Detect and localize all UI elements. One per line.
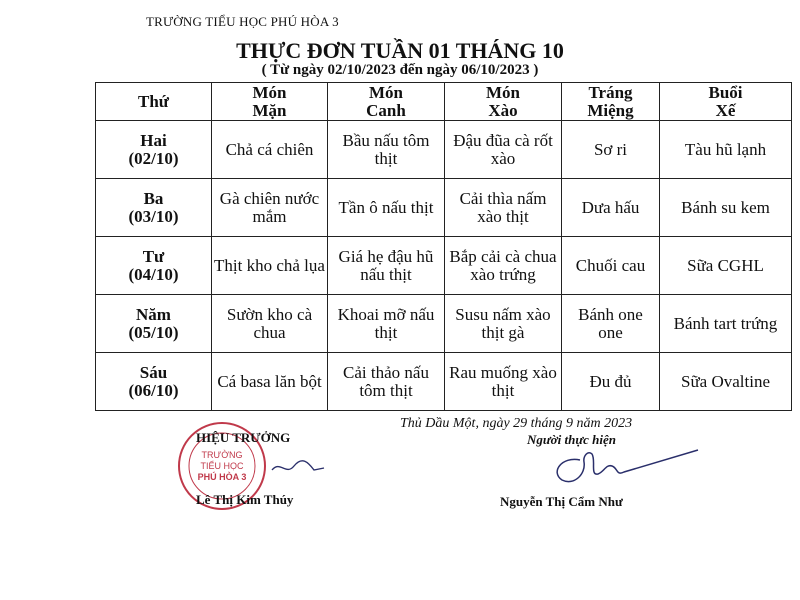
xao-cell: Susu nấm xào thịt gà bbox=[445, 295, 562, 353]
table-row bbox=[96, 237, 792, 295]
day-cell: Ba (03/10) bbox=[96, 179, 212, 237]
buoi-xe-cell: Tàu hũ lạnh bbox=[660, 121, 792, 179]
trang-mieng-cell: Đu đủ bbox=[562, 353, 660, 411]
preparer-signature bbox=[540, 446, 700, 490]
header-xao: Món Xào bbox=[445, 83, 562, 121]
preparer-role: Người thực hiện bbox=[527, 432, 617, 447]
day-cell: Sáu (06/10) bbox=[96, 353, 212, 411]
trang-mieng-cell: Sơ ri bbox=[562, 121, 660, 179]
header-man: Món Mặn bbox=[212, 83, 328, 121]
canh-cell: Khoai mỡ nấu thịt bbox=[328, 295, 445, 353]
xao-cell: Rau muống xào thịt bbox=[445, 353, 562, 411]
table-header-row bbox=[96, 83, 792, 121]
header-day: Thứ bbox=[96, 83, 212, 121]
xao-cell: Bắp cải cà chua xào trứng bbox=[445, 237, 562, 295]
man-cell: Chả cá chiên bbox=[212, 121, 328, 179]
buoi-xe-cell: Sữa Ovaltine bbox=[660, 353, 792, 411]
buoi-xe-cell: Bánh su kem bbox=[660, 179, 792, 237]
canh-cell: Tần ô nấu thịt bbox=[328, 179, 445, 237]
xao-cell: Cải thìa nấm xào thịt bbox=[445, 179, 562, 237]
principal-signature bbox=[268, 456, 328, 478]
header-canh: Món Canh bbox=[328, 83, 445, 121]
signing-date-line: Thủ Dầu Một, ngày 29 tháng 9 năm 2023 bbox=[400, 416, 633, 431]
table-row bbox=[96, 179, 792, 237]
principal-name: Lê Thị Kim Thúy bbox=[196, 492, 294, 507]
preparer-name: Nguyễn Thị Cẩm Như bbox=[500, 494, 623, 509]
trang-mieng-cell: Dưa hấu bbox=[562, 179, 660, 237]
stamp-line-1: TRƯỜNG bbox=[201, 450, 243, 460]
buoi-xe-cell: Bánh tart trứng bbox=[660, 295, 792, 353]
day-cell: Hai (02/10) bbox=[96, 121, 212, 179]
trang-mieng-cell: Bánh one one bbox=[562, 295, 660, 353]
table-row bbox=[96, 121, 792, 179]
stamp-line-3: PHÚ HÒA 3 bbox=[197, 472, 247, 482]
day-cell: Tư (04/10) bbox=[96, 237, 212, 295]
principal-role: HIỆU TRƯỞNG bbox=[196, 430, 291, 445]
xao-cell: Đậu đũa cà rốt xào bbox=[445, 121, 562, 179]
man-cell: Gà chiên nước mắm bbox=[212, 179, 328, 237]
table-row bbox=[96, 353, 792, 411]
trang-mieng-cell: Chuối cau bbox=[562, 237, 660, 295]
weekly-menu-table bbox=[95, 82, 792, 411]
man-cell: Cá basa lăn bột bbox=[212, 353, 328, 411]
stamp-line-2: TIỂU HỌC bbox=[200, 461, 244, 471]
canh-cell: Cải thảo nấu tôm thịt bbox=[328, 353, 445, 411]
header-trang-mieng: Tráng Miệng bbox=[562, 83, 660, 121]
header-buoi-xe: Buổi Xế bbox=[660, 83, 792, 121]
table-row bbox=[96, 295, 792, 353]
day-cell: Năm (05/10) bbox=[96, 295, 212, 353]
man-cell: Thịt kho chả lụa bbox=[212, 237, 328, 295]
school-name: TRƯỜNG TIỂU HỌC PHÚ HÒA 3 bbox=[146, 14, 339, 29]
canh-cell: Bầu nấu tôm thịt bbox=[328, 121, 445, 179]
canh-cell: Giá hẹ đậu hũ nấu thịt bbox=[328, 237, 445, 295]
man-cell: Sườn kho cà chua bbox=[212, 295, 328, 353]
menu-date-range: ( Từ ngày 02/10/2023 đến ngày 06/10/2023 ) bbox=[261, 62, 539, 78]
menu-title: THỰC ĐƠN TUẦN 01 THÁNG 10 bbox=[236, 38, 564, 63]
buoi-xe-cell: Sữa CGHL bbox=[660, 237, 792, 295]
